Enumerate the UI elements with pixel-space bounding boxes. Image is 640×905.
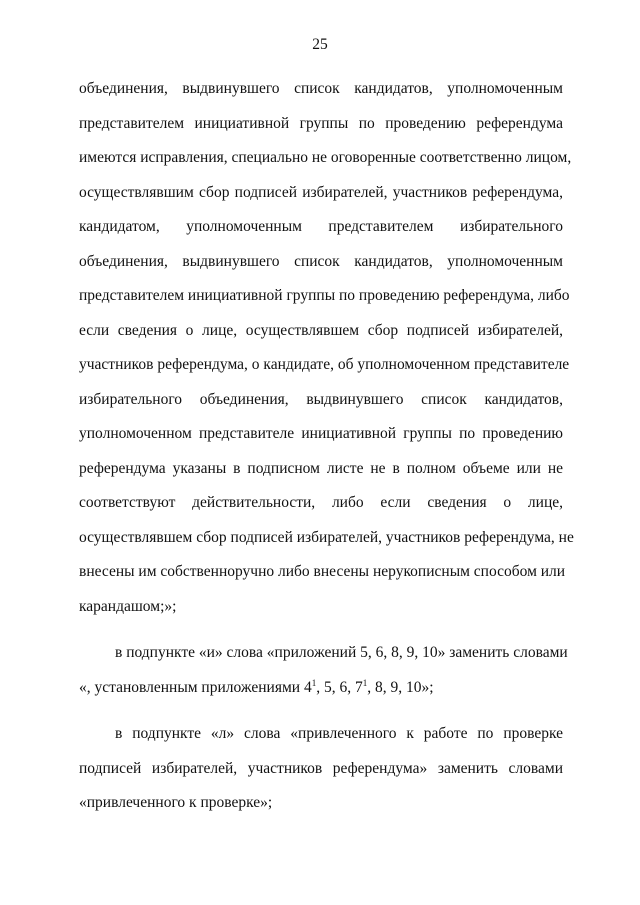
text-line: объединения, выдвинувшего список кандидатов, уполномоченным [79,252,563,270]
text-line: осуществлявшим сбор подписей избирателей, участников референдума, [79,183,563,201]
paragraph-gap [79,624,563,636]
text-line: если сведения о лице, осуществлявшем сбор подписей избирателей, [79,321,563,339]
text-line: участников референдума, о кандидате, об уполномоченном представителе [79,356,570,373]
body-text [79,72,574,821]
paragraph-1 [79,72,574,624]
paragraph-3 [79,717,563,821]
text-line: «привлеченного к проверке»; [79,794,273,811]
paragraph-gap [79,705,563,717]
text-line: избирательного объединения, выдвинувшего список кандидатов, [79,390,563,408]
text-line: объединения, выдвинувшего список кандидатов, уполномоченным [79,80,563,97]
text-line: референдума указаны в подписном листе не в полном объеме или не [79,459,563,477]
text-line [79,671,563,706]
text-line: представителем инициативной группы по проведению референдума, либо [79,287,570,304]
text-line: в подпунктe «и» слова «приложений 5, 6, 8, 9, 10» заменить словами [115,644,568,661]
superscript: 1 [362,677,368,688]
text-span: , 5, 6, 7 [316,678,363,696]
text-span: «, установленным приложениями 4 [79,678,312,696]
text-line: внесены им собственноручно либо внесены нерукописным способом или [79,563,566,580]
superscript: 1 [311,677,317,688]
text-line: уполномоченном представителе инициативной группы по проведению [79,425,563,442]
text-line: осуществлявшем сбор подписей избирателей, участников референдума, не [79,528,574,546]
text-line: соответствуют действительности, либо если сведения о лице, [79,494,563,511]
text-line: имеются исправления, специально не оговоренные соответственно лицом, [79,149,572,166]
text-line: карандашом;»; [79,597,177,615]
text-line: в подпункте «л» слова «привлеченного к работе по проверке [115,725,563,742]
text-span: , 8, 9, 10»; [367,678,434,696]
page-number: 25 [312,36,328,53]
text-line: представителем инициативной группы по проведению референдума [79,114,563,132]
text-line: подписей избирателей, участников референдума» заменить словами [79,759,563,777]
text-line: кандидатом, уполномоченным представителем избирательного [79,218,563,235]
paragraph-2 [79,636,568,705]
